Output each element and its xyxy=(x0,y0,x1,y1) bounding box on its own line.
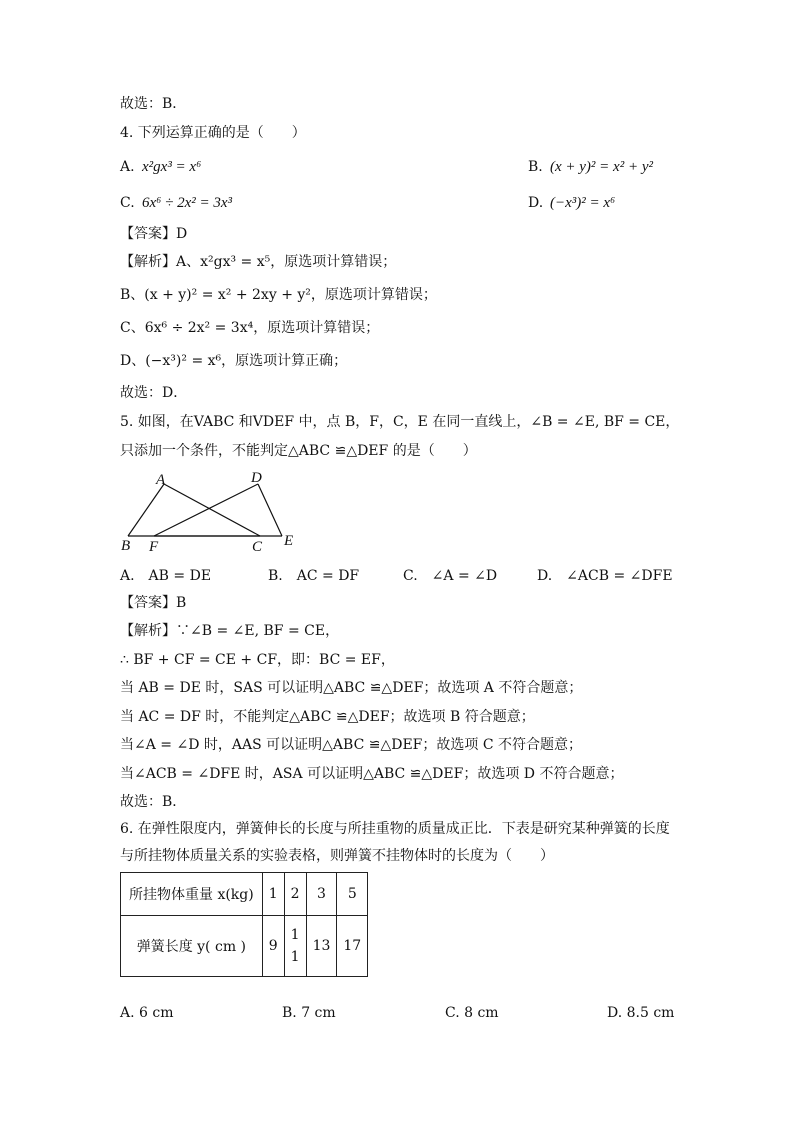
table-header-length: 弹簧长度 y( cm ) xyxy=(121,916,263,977)
table-cell-line: 1 xyxy=(290,949,300,965)
q4-solution-d: D、(−x³)² = x⁶，原选项计算正确； xyxy=(120,353,348,369)
table-cell: 1 xyxy=(262,873,284,916)
q5-option-c: C. ∠A = ∠D xyxy=(403,568,498,584)
q4-solution-b: B、(x + y)² = x² + 2xy + y²，原选项计算错误； xyxy=(120,287,437,303)
table-cell: 9 xyxy=(262,916,284,977)
q5-option-d: D. ∠ACB = ∠DFE xyxy=(537,568,673,584)
q5-option-b: B. AC = DF xyxy=(268,568,360,584)
question-5-line2: 只添加一个条件，不能判定△ABC ≌△DEF 的是（ ） xyxy=(120,443,477,459)
table-header-mass: 所挂物体重量 x(kg) xyxy=(121,873,263,916)
q4-conclusion: 故选：D． xyxy=(120,385,188,401)
q5-conclusion: 故选：B． xyxy=(120,794,187,810)
table-cell xyxy=(284,916,306,977)
q5-solution-6: 当∠ACB = ∠DFE 时，ASA 可以证明△ABC ≌△DEF；故选项 D 不符合题意； xyxy=(120,766,624,782)
q5-solution-1: 【解析】∵∠B = ∠E, BF = CE， xyxy=(120,623,340,639)
q4-option-b: (x + y)² = x² + y² xyxy=(550,159,653,175)
question-6-line2: 与所挂物体质量关系的实验表格，则弹簧不挂物体时的长度为（ ） xyxy=(120,848,554,864)
q5-solution-3: 当 AB = DE 时，SAS 可以证明△ABC ≌△DEF；故选项 A 不符合题意； xyxy=(120,680,583,696)
table-cell: 5 xyxy=(337,873,368,916)
label-c: C xyxy=(252,539,263,555)
q4-answer: 【答案】D xyxy=(120,226,188,242)
triangle-figure xyxy=(112,468,312,558)
table-cell: 13 xyxy=(306,916,337,977)
label-b: B xyxy=(121,538,131,554)
q4-option-c: 6x⁶ ÷ 2x² = 3x³ xyxy=(142,195,233,211)
q6-option-c: C. 8 cm xyxy=(445,1005,499,1021)
q4-option-a-letter: A. xyxy=(120,159,135,175)
label-a: A xyxy=(156,472,166,488)
table-cell: 3 xyxy=(306,873,337,916)
q5-option-a: A. AB = DE xyxy=(120,568,212,584)
q5-solution-5: 当∠A = ∠D 时，AAS 可以证明△ABC ≌△DEF；故选项 C 不符合题意； xyxy=(120,737,582,753)
q4-option-d-letter: D. xyxy=(528,195,544,211)
q4-option-d: (−x³)² = x⁶ xyxy=(550,195,616,211)
question-5-line1: 5. 如图，在VABC 和VDEF 中，点 B，F，C，E 在同一直线上，∠B = ∠E, BF = CE， xyxy=(120,414,680,430)
q4-option-c-letter: C. xyxy=(120,195,135,211)
table-row xyxy=(121,873,368,916)
q4-option-a: x²gx³ = x⁶ xyxy=(142,159,202,175)
q6-option-a: A. 6 cm xyxy=(120,1005,174,1021)
label-d: D xyxy=(251,470,262,486)
table-cell-line: 1 xyxy=(290,927,300,943)
q4-solution-a: 【解析】A、x²gx³ = x⁵，原选项计算错误； xyxy=(120,254,397,270)
q5-solution-2: ∴ BF + CF = CE + CF，即：BC = EF， xyxy=(120,652,395,668)
q6-option-d: D. 8.5 cm xyxy=(607,1005,675,1021)
table-row xyxy=(121,916,368,977)
label-e: E xyxy=(284,533,294,549)
q6-option-b: B. 7 cm xyxy=(282,1005,336,1021)
line-answer-prev: 故选：B． xyxy=(120,96,187,112)
q4-option-b-letter: B. xyxy=(528,159,543,175)
question-4: 4. 下列运算正确的是（ ） xyxy=(120,125,306,141)
q5-solution-4: 当 AC = DF 时，不能判定△ABC ≌△DEF；故选项 B 符合题意； xyxy=(120,709,535,725)
table-cell: 17 xyxy=(337,916,368,977)
label-f: F xyxy=(149,539,159,555)
question-6-line1: 6. 在弹性限度内，弹簧伸长的长度与所挂重物的质量成正比．下表是研究某种弹簧的长度 xyxy=(120,821,670,837)
spring-data-table xyxy=(120,872,368,977)
q5-answer: 【答案】B xyxy=(120,595,187,611)
q4-solution-c: C、6x⁶ ÷ 2x² = 3x⁴，原选项计算错误； xyxy=(120,320,380,336)
table-cell: 2 xyxy=(284,873,306,916)
